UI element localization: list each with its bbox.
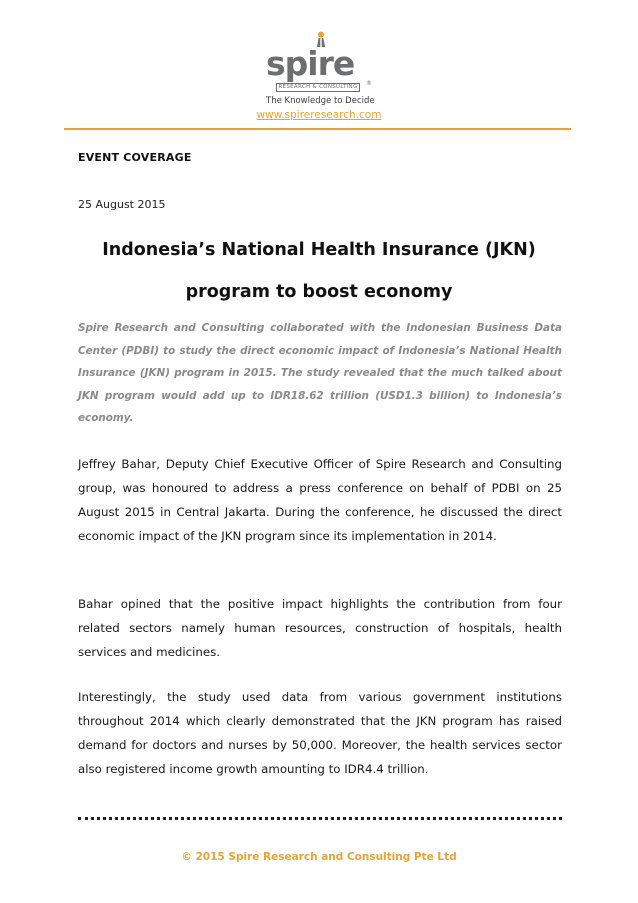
header-divider — [64, 128, 571, 130]
section-label: EVENT COVERAGE — [78, 151, 192, 164]
article-headline: Indonesia’s National Health Insurance (JKN) program to boost economy — [102, 240, 536, 302]
logo-subline: RESEARCH & CONSULTING — [276, 83, 360, 92]
article-paragraph: Jeffrey Bahar, Deputy Chief Executive Officer of Spire Research and Consulting group, was honoured to address a press conference on behalf of PDBI on 25 August 2015 in Central Jakarta. During the conference, he discussed the direct economic impact of the JKN program since its implementation in 2014. — [78, 457, 562, 543]
footer-copyright: © 2015 Spire Research and Consulting Pte Ltd — [181, 851, 457, 863]
logo-wordmark: spire — [266, 44, 355, 83]
website-link[interactable]: www.spireresearch.com — [256, 109, 382, 121]
footer-divider — [78, 817, 562, 820]
logo-tagline: The Knowledge to Decide — [266, 96, 375, 106]
article-paragraph: Bahar opined that the positive impact highlights the contribution from four related sectors namely human resources, construction of hospitals, health services and medicines. — [78, 597, 562, 659]
article-paragraph: Interestingly, the study used data from various government institutions throughout 2014 which clearly demonstrated that the JKN program has raised demand for doctors and nurses by 50,000. Moreover, the health services sector also registered income growth amounting to IDR4.4 trillion. — [78, 690, 562, 776]
spire-logo — [252, 30, 386, 110]
article-date: 25 August 2015 — [78, 198, 166, 211]
article-lead: Spire Research and Consulting collaborated with the Indonesian Business Data Center (PDBI) to study the direct economic impact of Indonesia’s National Health Insurance (JKN) program in 2015. The study revealed that the much talked about JKN program would add up to IDR18.62 trillion (USD1.3 billion) to Indonesia’s economy. — [78, 322, 562, 424]
registered-mark: ® — [366, 80, 372, 87]
